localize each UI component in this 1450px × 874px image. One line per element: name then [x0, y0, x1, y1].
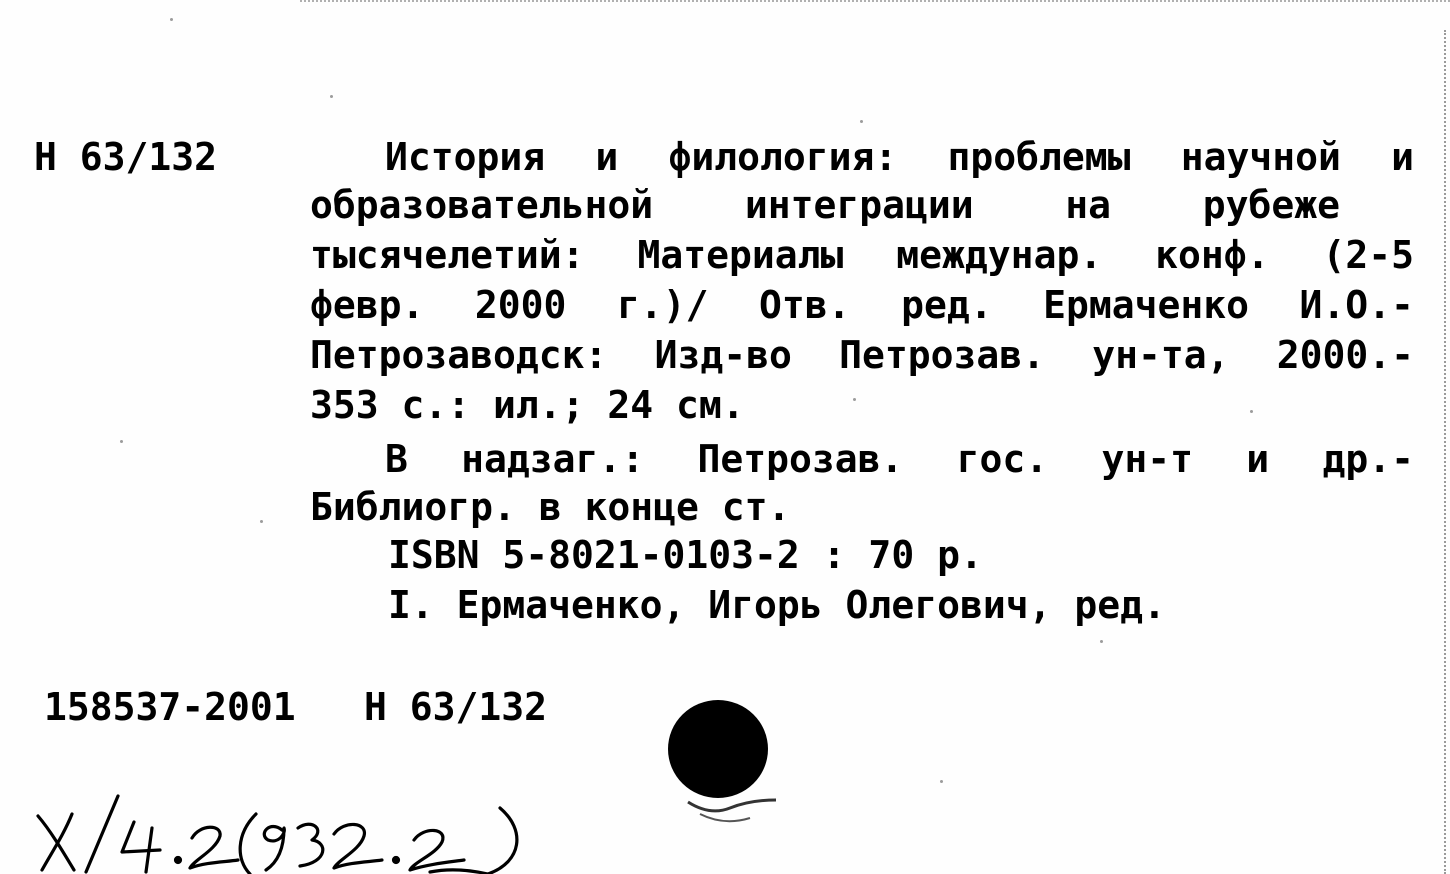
inventory-number: 158537-2001: [44, 685, 296, 729]
card-right-edge: [1442, 30, 1446, 874]
scan-speck: [260, 520, 263, 523]
collation: 353 с.: ил.; 24 см.: [310, 383, 745, 427]
title-word: научной: [1180, 135, 1341, 179]
title-word: проблемы: [947, 135, 1131, 179]
title-word: рубеже: [1202, 183, 1340, 227]
card-top-edge: [300, 0, 1450, 6]
call-number: Н 63/132: [34, 135, 218, 179]
title-word: интеграции: [744, 183, 974, 227]
imprint-word: Изд-во: [654, 333, 792, 377]
title-word: тысячелетий:: [310, 233, 585, 277]
title-word: ред.: [901, 283, 993, 327]
scan-speck: [330, 95, 333, 98]
note-word: В: [385, 437, 408, 481]
title-word: И.О.-: [1299, 283, 1414, 327]
note-word: др.-: [1322, 437, 1414, 481]
scan-speck: [1250, 410, 1253, 413]
note-word: гос.: [956, 437, 1049, 481]
note-word: Петрозав.: [697, 437, 904, 481]
title-word: конф.: [1155, 233, 1270, 277]
scan-speck: [853, 398, 856, 401]
imprint-word: 2000.-: [1276, 333, 1414, 377]
scan-speck: [860, 120, 863, 123]
title-word: (2-5: [1322, 233, 1414, 277]
title-word: и: [595, 135, 619, 179]
isbn-line: ISBN 5-8021-0103-2 : 70 р.: [388, 533, 983, 577]
title-word: 2000: [474, 283, 567, 327]
imprint-line: [310, 333, 1414, 377]
scan-speck: [120, 440, 123, 443]
title-word: на: [1065, 183, 1112, 227]
handwritten-classification-note: [30, 790, 550, 874]
title-line-3: [310, 233, 1414, 277]
title-word: и: [1391, 135, 1414, 179]
scan-speck: [940, 780, 943, 783]
note-word: надзаг.:: [461, 437, 645, 481]
punch-hole: [668, 700, 768, 798]
smudge-mark: [680, 790, 790, 830]
title-line-4: [310, 283, 1414, 327]
title-word: Материалы: [637, 233, 844, 277]
title-word: Ермаченко: [1043, 283, 1250, 327]
bibliography-note: Библиогр. в конце ст.: [310, 485, 791, 529]
title-word: г.)/: [616, 283, 709, 327]
inventory-call-number: Н 63/132: [364, 685, 548, 729]
title-word: междунар.: [896, 233, 1103, 277]
imprint-word: ун-та,: [1092, 333, 1230, 377]
title-line-2: [310, 183, 1340, 227]
note-word: и: [1246, 437, 1270, 481]
added-entry: I. Ермаченко, Игорь Олегович, ред.: [388, 583, 1166, 627]
title-word: История: [385, 135, 546, 179]
note-line: [385, 437, 1414, 481]
note-word: ун-т: [1101, 437, 1193, 481]
title-word: образовательной: [310, 183, 654, 227]
title-word: Отв.: [759, 283, 851, 327]
title-word: филология:: [668, 135, 898, 179]
title-word: февр.: [310, 283, 425, 327]
imprint-word: Петрозав.: [839, 333, 1046, 377]
scan-speck: [1100, 640, 1103, 643]
title-line-1: [385, 135, 1414, 179]
imprint-word: Петрозаводск:: [310, 333, 608, 377]
scan-speck: [170, 18, 173, 21]
